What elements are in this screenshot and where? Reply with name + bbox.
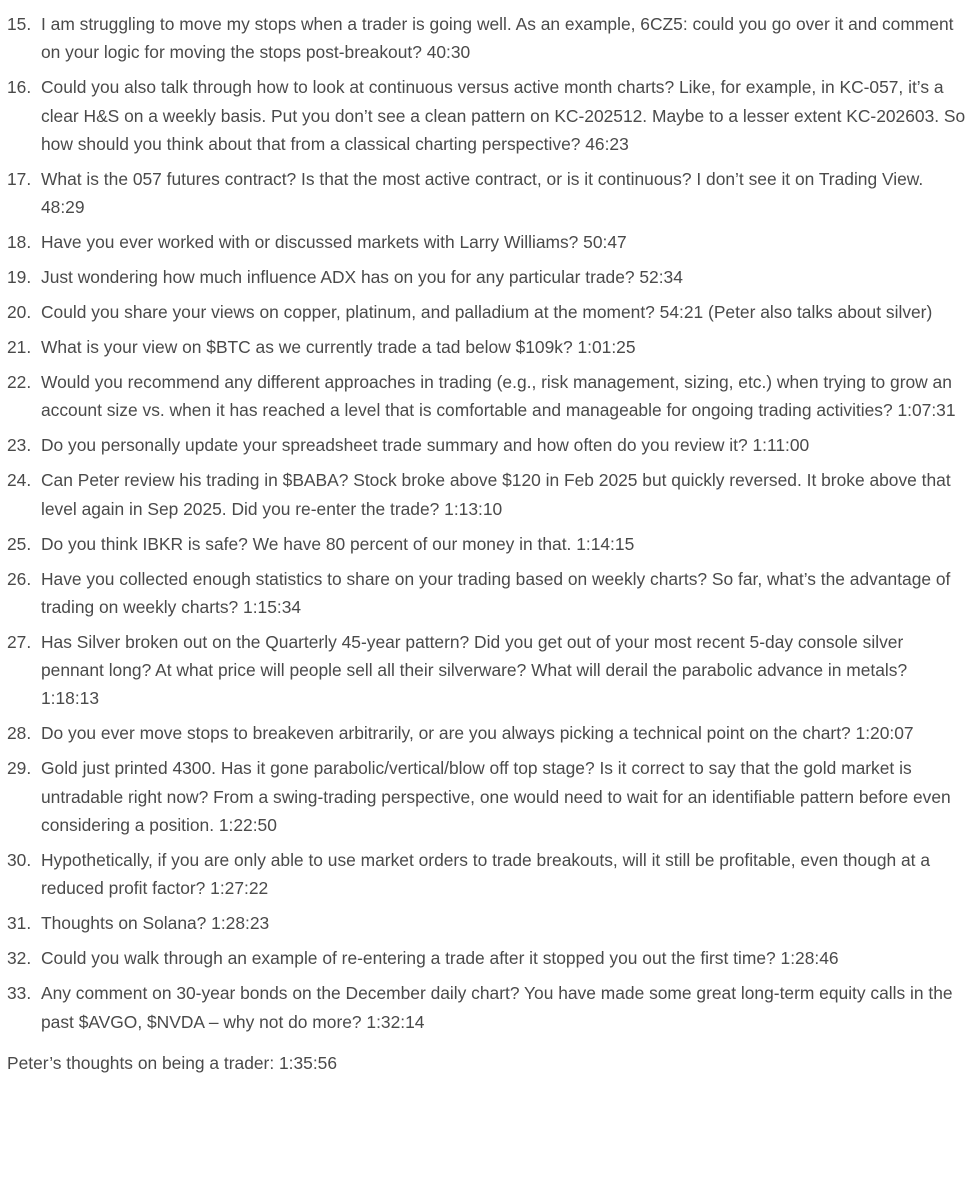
item-number: 22. [7, 372, 32, 393]
question-text: Do you personally update your spreadsheet trade summary and how often do you review it? 1:11:00 [41, 435, 810, 456]
question-text: Have you ever worked with or discussed markets with Larry Williams? 50:47 [41, 232, 627, 253]
question-text: Have you collected enough statistics to share on your trading based on weekly charts? So far, what’s the advantage of trading on weekly charts? 1:15:34 [41, 568, 951, 617]
item-number: 26. [7, 568, 32, 589]
question-text: What is your view on $BTC as we currently trade a tad below $109k? 1:01:25 [41, 337, 636, 358]
question-text: Do you ever move stops to breakeven arbitrarily, or are you always picking a technical point on the chart? 1:20:07 [41, 723, 914, 744]
item-number: 21. [7, 337, 32, 358]
closing-line: Peter’s thoughts on being a trader: 1:35:56 [7, 1052, 338, 1073]
item-number: 25. [7, 533, 32, 554]
list-item [7, 333, 966, 361]
list-item [7, 846, 966, 903]
question-text: Can Peter review his trading in $BABA? Stock broke above $120 in Feb 2025 but quickly reversed. It broke above that level again in Sep 2025. Did you re-enter the trade? 1:13:10 [41, 470, 951, 519]
question-text: Could you also talk through how to look at continuous versus active month charts? Like, for example, in KC-057, it’s a clear H&S on a weekly basis. Put you don’t see a clean pattern on KC-202512. Maybe to a lesser extent KC-202603. So how should you think about that from a classical charting perspective? 46:23 [41, 77, 966, 154]
question-text: I am struggling to move my stops when a trader is going well. As an example, 6CZ5: could you go over it and comment on your logic for moving the stops post-breakout? 40:30 [41, 14, 954, 63]
list-item [7, 530, 966, 558]
list-item [7, 298, 966, 326]
item-number: 27. [7, 631, 32, 652]
item-number: 15. [7, 14, 32, 34]
item-number: 18. [7, 232, 32, 253]
item-number: 28. [7, 723, 32, 744]
item-number: 24. [7, 470, 32, 491]
item-number: 17. [7, 168, 32, 189]
list-item [7, 979, 966, 1036]
question-text: Would you recommend any different approaches in trading (e.g., risk management, sizing, etc.) when trying to grow an account size vs. when it has reached a level that is comfortable and manageable for ongoing trading activities? 1:07:31 [41, 372, 956, 421]
list-item [7, 944, 966, 972]
question-text: Has Silver broken out on the Quarterly 45-year pattern? Did you get out of your most recent 5-day console silver pennant long? At what price will people sell all their silverware? What will derail the parabolic advance in metals? 1:18:13 [41, 631, 908, 709]
list-item [7, 228, 966, 256]
question-text: Any comment on 30-year bonds on the December daily chart? You have made some great long-term equity calls in the past $AVGO, $NVDA – why not do more? 1:32:14 [41, 983, 953, 1032]
list-item [7, 754, 966, 839]
list-item [7, 466, 966, 523]
question-text: Just wondering how much influence ADX has on you for any particular trade? 52:34 [41, 267, 683, 288]
list-item [7, 431, 966, 459]
list-item [7, 73, 966, 158]
item-number: 29. [7, 758, 32, 779]
item-number: 32. [7, 948, 32, 969]
list-item [7, 719, 966, 747]
question-text: Gold just printed 4300. Has it gone parabolic/vertical/blow off top stage? Is it correct to say that the gold market is untradable right now? From a swing-trading perspective, one would need to wait for an identifiable pattern before even considering a position. 1:22:50 [41, 758, 951, 836]
item-number: 19. [7, 267, 32, 288]
list-item [7, 628, 966, 713]
list-item [7, 565, 966, 622]
list-item [7, 263, 966, 291]
list-item [7, 10, 966, 67]
question-text: What is the 057 futures contract? Is that the most active contract, or is it continuous? I don’t see it on Trading View. 48:29 [41, 168, 924, 218]
list-item [7, 909, 966, 937]
question-text: Do you think IBKR is safe? We have 80 percent of our money in that. 1:14:15 [41, 533, 635, 554]
item-number: 30. [7, 850, 32, 871]
question-list [7, 10, 966, 1036]
question-text: Could you walk through an example of re-entering a trade after it stopped you out the first time? 1:28:46 [41, 948, 839, 969]
item-number: 16. [7, 77, 32, 98]
list-item [7, 165, 966, 222]
item-number: 31. [7, 913, 32, 934]
question-text: Thoughts on Solana? 1:28:23 [41, 913, 270, 934]
list-item [7, 368, 966, 425]
item-number: 20. [7, 302, 32, 323]
question-text: Could you share your views on copper, platinum, and palladium at the moment? 54:21 (Peter also talks about silver) [41, 302, 933, 323]
item-number: 33. [7, 983, 32, 1004]
item-number: 23. [7, 435, 32, 456]
question-text: Hypothetically, if you are only able to use market orders to trade breakouts, will it still be profitable, even though at a reduced profit factor? 1:27:22 [41, 850, 931, 899]
